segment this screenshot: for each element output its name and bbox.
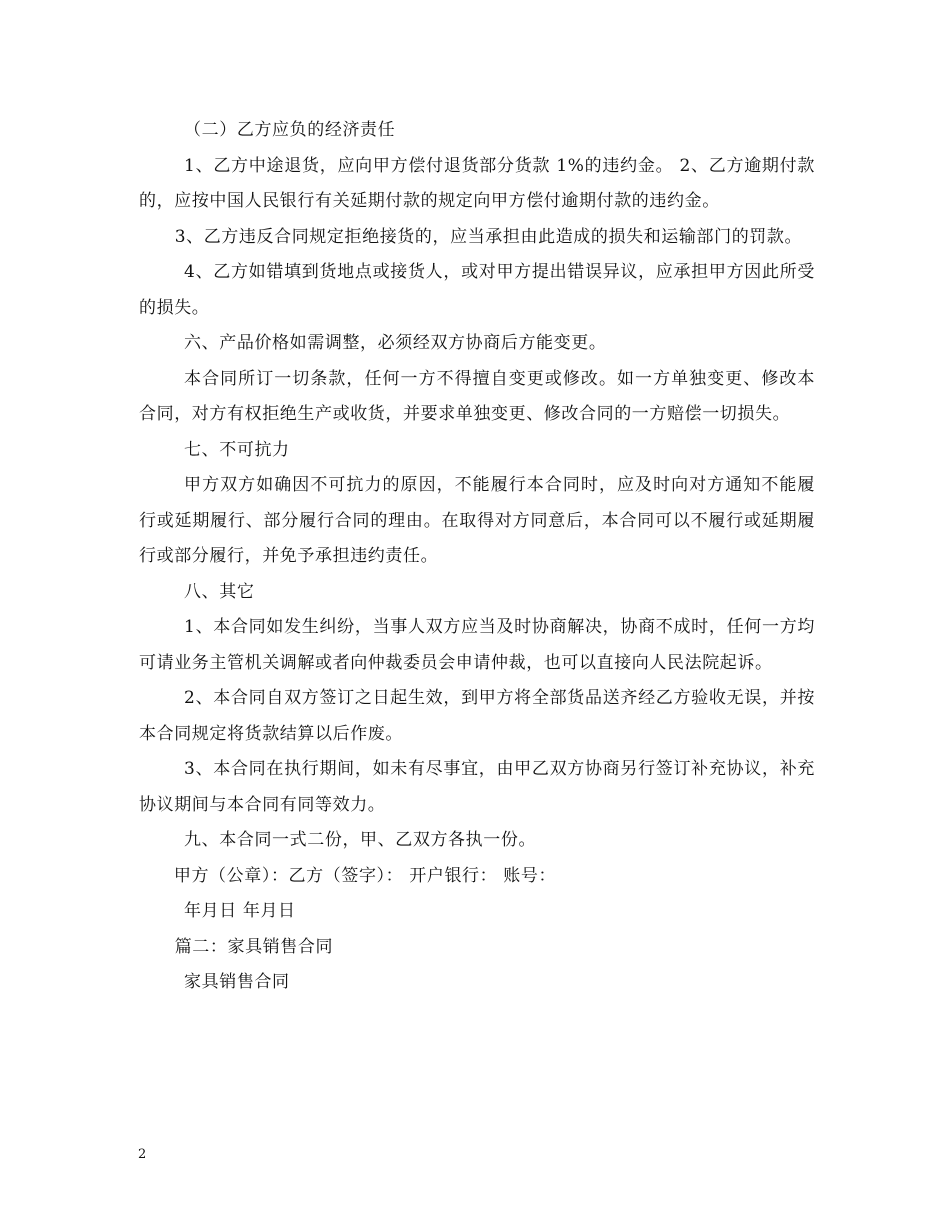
clause-8-3: 3、本合同在执行期间，如未有尽事宜，由甲乙双方协商另行签订补充协议，补充协议期间与本合同有同等效力。 (139, 759, 815, 815)
clause-b-3: 3、乙方违反合同规定拒绝接货的，应当承担由此造成的损失和运输部门的罚款。 (174, 226, 803, 247)
signature-line: 甲方（公章）：乙方（签字）： 开户银行： 账号： (173, 865, 557, 886)
contract-title: 家具销售合同 (184, 972, 290, 992)
document-body (139, 113, 815, 1001)
clause-6-price: 六、产品价格如需调整，必须经双方协商后方能变更。 (184, 333, 607, 353)
section-heading-force-majeure: 七、不可抗力 (184, 439, 290, 460)
clause-9-copies: 九、本合同一式二份，甲、乙双方各执一份。 (184, 830, 537, 850)
section-heading-other: 八、其它 (184, 581, 255, 602)
date-line: 年月日 年月日 (184, 901, 296, 921)
clause-8-1: 1、本合同如发生纠纷，当事人双方应当及时协商解决，协商不成时，任何一方均可请业务主管机关调解或者向仲裁委员会申请仲裁，也可以直接向人民法院起诉。 (139, 617, 815, 673)
part-two-heading: 篇二：家具销售合同 (174, 936, 334, 957)
clause-6-terms: 本合同所订一切条款，任何一方不得擅自变更或修改。如一方单独变更、修改本合同，对方有权拒绝生产或收货，并要求单独变更、修改合同的一方赔偿一切损失。 (139, 368, 815, 424)
page-number: 2 (138, 1147, 147, 1162)
section-heading-party-b-liability: （二）乙方应负的经济责任 (184, 120, 396, 140)
clause-b-4: 4、乙方如错填到货地点或接货人，或对甲方提出错误异议，应承担甲方因此所受的损失。 (139, 262, 815, 318)
clause-7-force-majeure: 甲方双方如确因不可抗力的原因，不能履行本合同时，应及时向对方通知不能履行或延期履行、部分履行合同的理由。在取得对方同意后，本合同可以不履行或延期履行或部分履行，并免予承担违约责任。 (139, 475, 815, 566)
clause-b-1-2: 1、乙方中途退货，应向甲方偿付退货部分货款 1%的违约金。 2、乙方逾期付款的，应按中国人民银行有关延期付款的规定向甲方偿付逾期付款的违约金。 (139, 155, 815, 211)
clause-8-2: 2、本合同自双方签订之日起生效，到甲方将全部货品送齐经乙方验收无误，并按本合同规定将货款结算以后作废。 (139, 688, 815, 744)
